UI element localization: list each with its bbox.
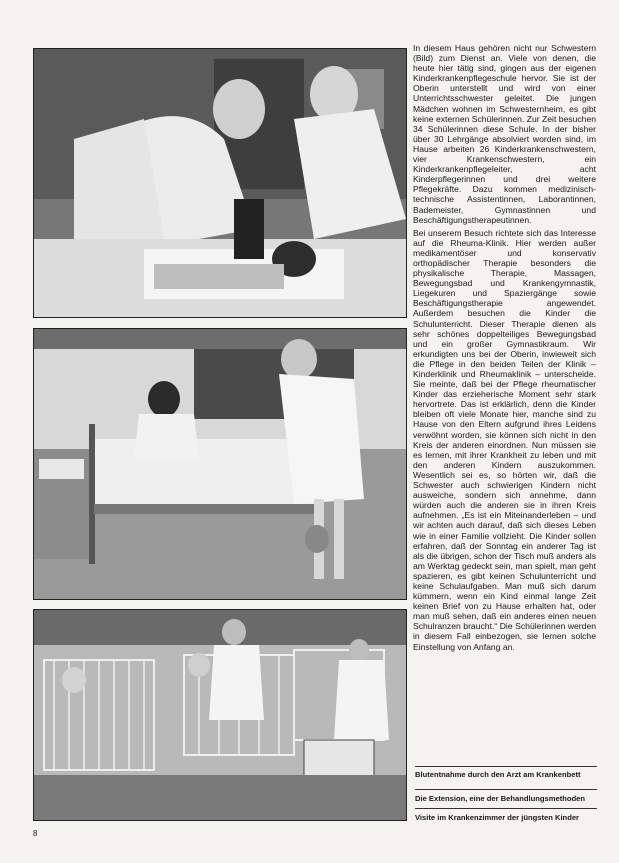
page-number: 8 (33, 829, 38, 838)
article-paragraph: In diesem Haus gehören nicht nur Schwestern (Bild) zum Dienst an. Viele von denen, die heute hier tätig sind, gingen aus der eigenen Kinderkrankenpflegeschule hervor. Sie ist der Oberin unterstellt und wird von einer Unterrichtsschwester geleitet. Die jungen Mädchen wohnen im Schwesternheim, es gibt keine externen Schülerinnen. Zur Zeit besuchen 34 Schülerinnen diese Schule. In der bisher über 30 Lehrgänge absolviert worden sind, im Hause arbeiten 26 Kinderkrankenschwestern, vier Krankenschwestern, ein Kinderkrankenpflegeleiter, acht Kinderpflegerinnen und drei weitere Pflegekräfte. Dazu kommen medizinisch-technische Assistentinnen, Laborantinnen, Bademeister, Gymnastinnen und Beschäftigungstherapeutinnen. (413, 43, 596, 225)
caption-photo-1: Blutentnahme durch den Arzt am Krankenbett (415, 770, 581, 779)
caption-photo-2: Die Extension, eine der Behandlungsmethoden (415, 794, 586, 803)
caption-photo-3: Visite im Krankenzimmer der jüngsten Kinder (415, 813, 580, 822)
article-text (413, 43, 596, 761)
article-paragraph: Bei unserem Besuch richtete sich das Interesse auf die Rheuma-Klinik. Hier werden außer medikamentöser und konservativ orthopädischer Therapie besonders die physikalische Therapie, Massagen, Bewegungsbad und Krankengymnastik, Liegekuren und Spaziergänge sowie Beschäftigungstherapie angewendet. Außerdem besuchen die Kinder die Schulunterricht. Dieser Therapie dienen als sehr schönes doppelteiliges Bewegungsbad und ein großer Gymnastikraum. Wir erkundigten uns bei der Oberin, inwieweit sich die Pflege in den beiden Teilen der Klinik – Kinderklinik und Rheumaklinik – unterscheide. Sie meinte, daß bei der Pflege rheumatischer Kinder das erzieherische Moment sehr stark hervortrete. Das ist erklärlich, denn die Kinder bleiben oft viele Monate hier, manche sind zu Hause von den Eltern aufgrund ihres Leidens verwöhnt worden, sie können sich nicht in den Kreis der anderen einordnen. Nun müssen sie es lernen, mit ihrer Krankheit zu leben und mit den anderen Kindern auszukommen. Wesentlich sei es, so hörten wir, daß die Schwester auch schwierigen Kindern nicht ausweiche, sondern sich annehme, dann würden auch die anderen sie in ihren Kreis aufnehmen. „Es ist ein Miteinanderleben – und wir achten auch darauf, daß sich dieses Leben wie in einer Familie vollzieht. Die Kinder sollen erfahren, daß der Sonntag ein anderer Tag ist als die übrigen, schon der Tisch muß anders als am Werktag gedeckt sein, man spielt, man geht spazieren, es gibt keinen Schulunterricht und keine Schulaufgaben. Man muß sich darum kümmern, wenn ein Kind einmal lange Zeit keinen Brief von zu Hause erhalten hat, oder man muß sehen, daß ein anderes einen neuen Schulranzen braucht.“ Die Schülerinnen werden in diesem Fall einbezogen, sie lernen solche Einstellung von Anfang an. (413, 227, 596, 652)
caption-divider (415, 808, 597, 809)
photo-blood-draw (33, 48, 407, 318)
photo-extension-image (34, 329, 406, 599)
photo-blood-draw-image (34, 49, 406, 317)
photo-extension (33, 328, 407, 600)
caption-divider (415, 789, 597, 790)
photo-ward-round-image (34, 610, 406, 820)
photo-ward-round (33, 609, 407, 821)
caption-divider (415, 766, 597, 767)
